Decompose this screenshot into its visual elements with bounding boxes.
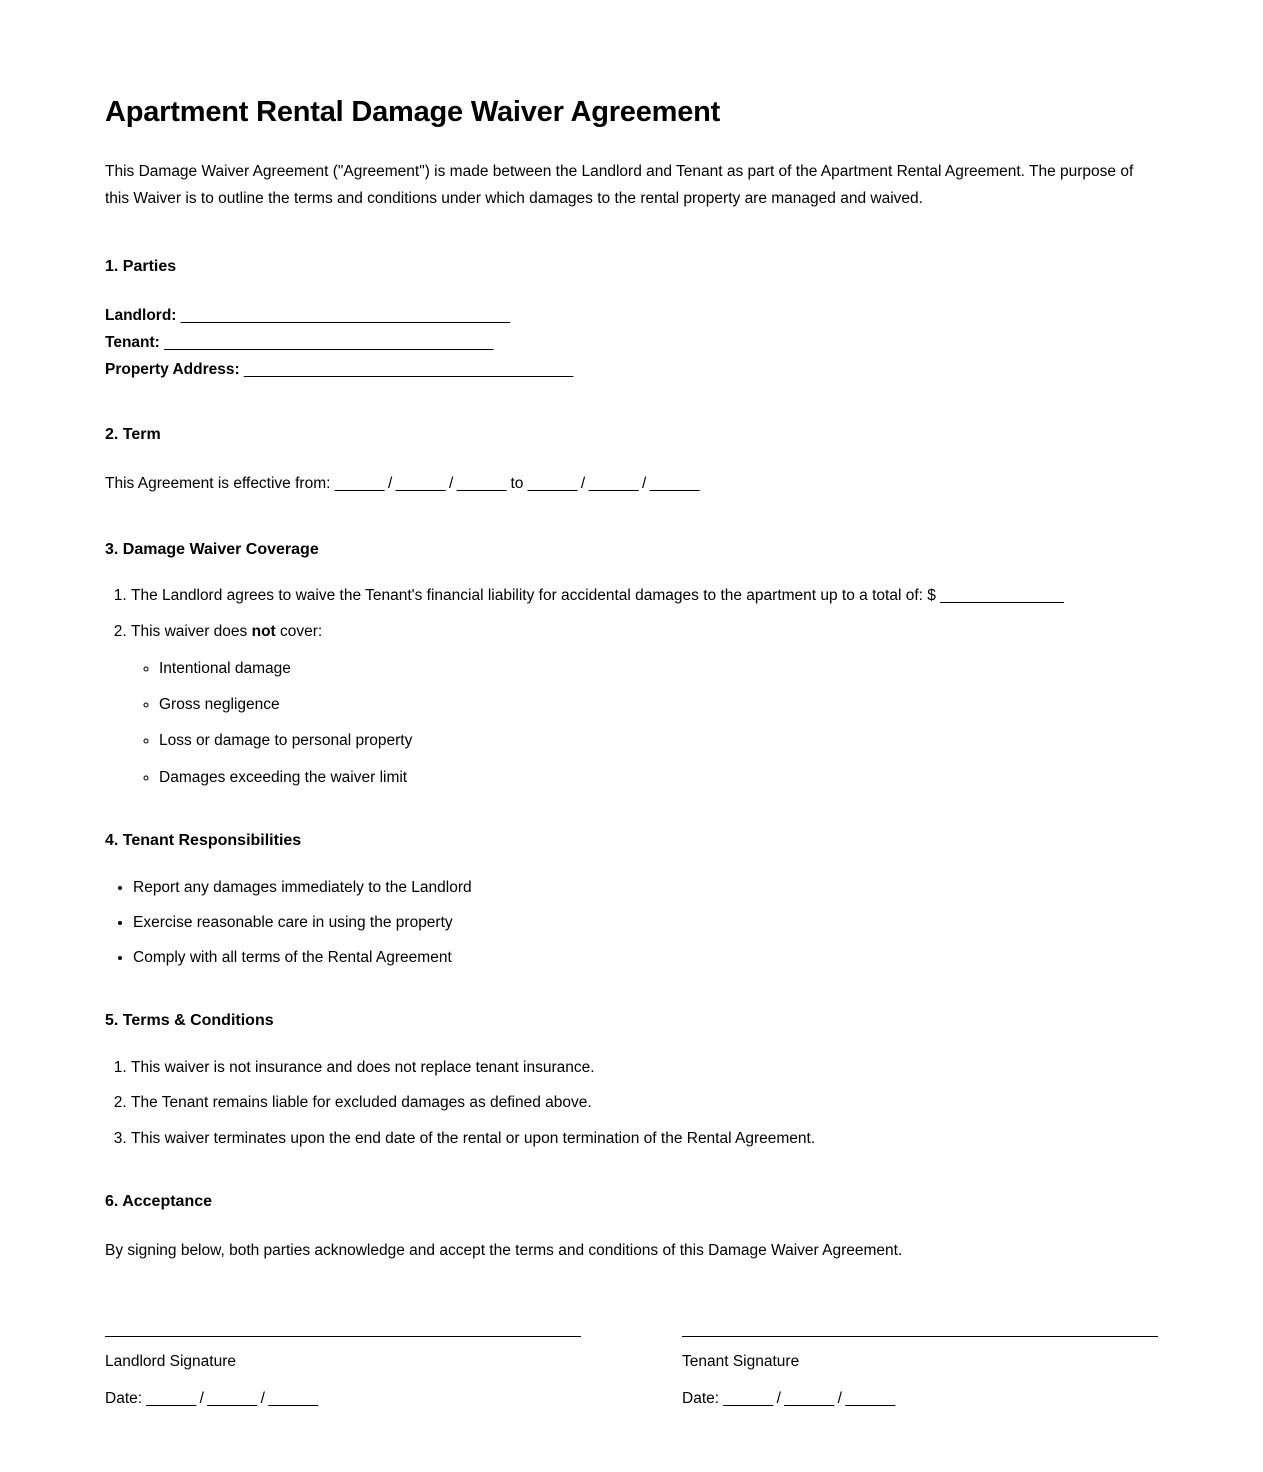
signature-block-tenant (682, 1336, 1158, 1412)
coverage-item-2-prefix: This waiver does (131, 622, 252, 640)
list-item: ◦ Intentional damage (159, 657, 1158, 680)
list-item (131, 620, 1158, 789)
section-heading-parties: 1. Parties (105, 257, 177, 275)
field-tenant (105, 329, 1158, 356)
tenant-date-line (682, 1387, 1158, 1412)
list-item: 2. The Tenant remains liable for excluded damages as defined above. (131, 1091, 1158, 1114)
landlord-date-label: Date: (105, 1390, 143, 1408)
page-title: Apartment Rental Damage Waiver Agreement (105, 96, 721, 128)
coverage-item-1-text: The Landlord agrees to waive the Tenant's financial liability for accidental damages to the apartment up to a total of: $ (131, 587, 936, 605)
acceptance-text: By signing below, both parties acknowledge and accept the terms and conditions of this Damage Waiver Agreement. (105, 1241, 903, 1259)
tenant-date-blank[interactable]: ______ / ______ / ______ (723, 1390, 895, 1408)
field-label-landlord: Landlord: (105, 306, 177, 324)
list-item: ◦ Damages exceeding the waiver limit (159, 766, 1158, 789)
list-item (131, 584, 1158, 607)
section-damage-waiver-coverage (105, 540, 1158, 789)
list-item: ◦ Gross negligence (159, 693, 1158, 716)
landlord-date-blank[interactable]: ______ / ______ / ______ (146, 1390, 318, 1408)
list-item: 3. This waiver terminates upon the end date of the rental or upon termination of the Rental Agreement. (131, 1127, 1158, 1150)
section-term (105, 425, 1158, 497)
field-property-address (105, 356, 1158, 383)
tenant-signature-line[interactable] (682, 1336, 1158, 1337)
signature-area (105, 1336, 1158, 1412)
field-blank-tenant[interactable]: ________________________________________ (164, 333, 493, 351)
section-heading-term: 2. Term (105, 426, 161, 444)
field-label-property-address: Property Address: (105, 361, 240, 378)
section-terms-conditions (105, 1011, 1158, 1150)
coverage-item-2-emphasis: not (251, 622, 276, 640)
section-heading-acceptance: 6. Acceptance (105, 1192, 213, 1210)
signature-block-landlord (105, 1336, 581, 1412)
term-connector: to (510, 474, 524, 492)
section-tenant-responsibilities (105, 831, 1158, 970)
section-heading-terms-conditions: 5. Terms & Conditions (105, 1012, 274, 1030)
section-heading-coverage: 3. Damage Waiver Coverage (105, 540, 319, 558)
section-acceptance (105, 1192, 1158, 1264)
term-start-date-blank[interactable]: ______ / ______ / ______ (334, 474, 507, 492)
field-landlord (105, 302, 1158, 329)
term-lead-text: This Agreement is effective from: (105, 474, 331, 492)
term-end-date-blank[interactable]: ______ / ______ / ______ (527, 474, 700, 492)
list-item: • Exercise reasonable care in using the property (133, 911, 1158, 934)
list-item: • Report any damages immediately to the Landlord (133, 876, 1158, 899)
tenant-date-label: Date: (682, 1390, 720, 1408)
landlord-date-line (105, 1387, 581, 1412)
coverage-amount-blank[interactable]: _______________ (940, 587, 1064, 605)
coverage-exclusions-list (131, 657, 1158, 789)
intro-paragraph: This Damage Waiver Agreement ("Agreement") is made between the Landlord and Tenant as part of the Apartment Rental Agreement. The purpose of this Waiver is to outline the terms and conditions under which damages to the rental property are managed and waived. (105, 162, 1134, 208)
landlord-signature-label: Landlord Signature (105, 1353, 236, 1371)
list-item: ◦ Loss or damage to personal property (159, 729, 1158, 752)
responsibilities-list (105, 876, 1158, 970)
term-effective-line (105, 470, 1158, 498)
list-item: 1. This waiver is not insurance and does not replace tenant insurance. (131, 1056, 1158, 1079)
section-heading-responsibilities: 4. Tenant Responsibilities (105, 831, 302, 849)
list-item: • Comply with all terms of the Rental Agreement (133, 946, 1158, 969)
field-label-tenant: Tenant: (105, 333, 160, 351)
terms-conditions-list (105, 1056, 1158, 1150)
tenant-signature-label: Tenant Signature (682, 1353, 800, 1371)
field-blank-landlord[interactable]: ________________________________________ (180, 306, 510, 324)
landlord-signature-line[interactable] (105, 1336, 581, 1337)
field-blank-property-address[interactable]: ________________________________________ (243, 361, 573, 378)
coverage-item-2-suffix: cover: (275, 622, 323, 640)
section-parties (105, 257, 1158, 383)
coverage-list (105, 584, 1158, 789)
